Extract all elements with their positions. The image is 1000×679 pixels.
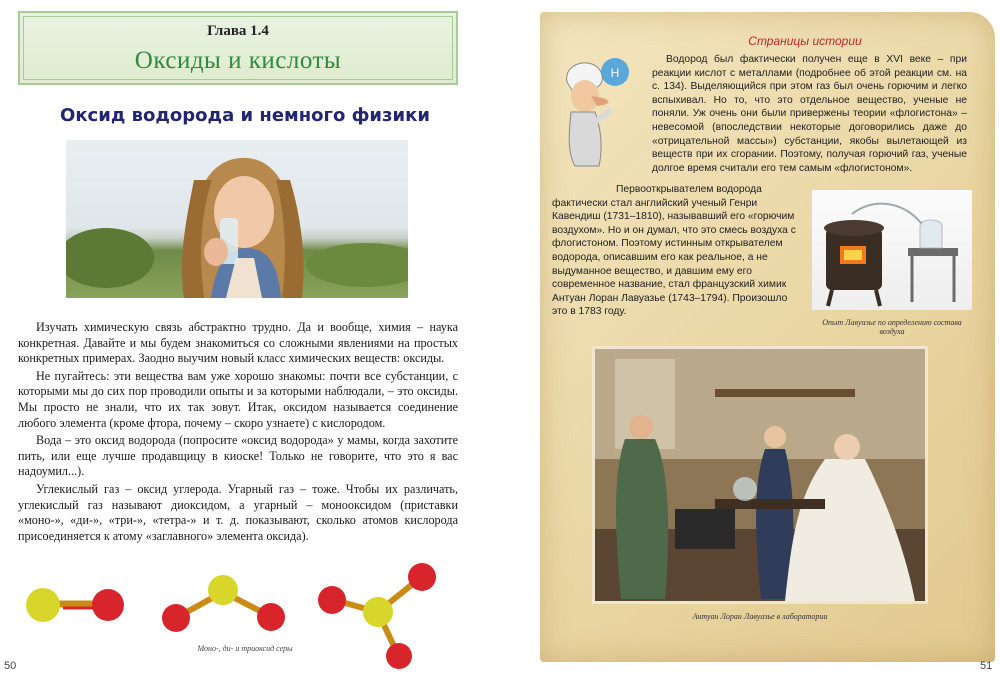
girl-illustration [66,140,408,298]
sulfur-monoxide-molecule [26,588,124,622]
lab-scene-illustration [595,349,925,601]
history-paragraph: Первооткрывателем водорода фактически стал английский ученый Генри Кавендиш (1731–1810), называвший его «горючим воздухом». Но и он думал, что это смесь воздуха с флогистоном. Поэтому истинным открывателем водорода, описавшим его как реальное, а не выдуманное вещество, и давшим ему его современное название, стал французский химик Антуан Лоран Лавуазье (1743–1794). Произошло это в 1783 году. [552,184,796,318]
lab-caption: Антуан Лоран Лавуазье в лаборатории [692,612,828,621]
chapter-header-box [18,11,458,85]
paragraph: Вода – это оксид водорода (попросите «оксид водорода» у мамы, когда захотите пить, или еще лучше продавщицу в киоске! Только не говорите, что это я вас надоумил...). [18,433,458,479]
sulfur-atom [363,597,393,627]
paragraph: Изучать химическую связь абстрактно трудно. Да и вообще, химия – наука конкретная. Давайте и мы будем знакомиться со сложными явлениями на простых конкретных примерах. Заодно выучим новый класс химических веществ: оксиды. [18,320,458,366]
sulfur-atom [26,588,60,622]
sulfur-trioxide-molecule [318,563,436,669]
history-paragraph: Водород был фактически получен еще в XVI веке – при реакции кислот с металлами (подробнее об этой реакции см. на с. 134). Выделяющийся при этом газ был очень горючим и легко вспыхивал. Но то, что это отдельное вещество, ученые не поняли. Уж очень они были привержены теории «флогистона» – невесомой (впоследствии некоторые договорились даже до «отрицательной массы») субстанции, якобы вылетающей из веществ при их сгорании. Поэтому, получая горючий газ, ученые долгое время считали его тем самым «флогистоном». [652,54,967,174]
sulfur-oxides-molecules [18,560,458,670]
page-number-right: 51 [980,660,993,672]
oxygen-atom [162,604,190,632]
oxygen-atom [92,589,124,621]
oxygen-atom [318,586,346,614]
hydrogen-atom-label: H [610,66,620,80]
chapter-title: Оксиды и кислоты [134,47,342,74]
molecules-caption: Моно-, ди- и триоксид серы [197,644,293,653]
cartoon-scientist-illustration [553,52,639,170]
paragraph: Углекислый газ – оксид углерода. Угарный газ – тоже. Чтобы их различать, углекислый газ называют диоксидом, а угарный – монооксидом (приставки «моно-», «ди-», «три-», «тетра-» и т. д. показывают, сколько атомов кислорода присоединяется к атому «заглавного» элемента оксида). [18,481,458,543]
section-title: Оксид водорода и немного физики [60,105,430,126]
lavoisier-lab-painting [592,346,928,604]
page-number-left: 50 [4,660,17,672]
oxygen-atom [408,563,436,591]
oxygen-atom [257,603,285,631]
furnace-apparatus-illustration [812,190,972,310]
oxygen-atom [386,643,412,669]
history-second-text [552,183,804,319]
history-box-title: Страницы истории [748,34,862,48]
lavoisier-stove-photo [812,190,972,310]
paragraph: Не пугайтесь: эти вещества вам уже хорошо знакомы: почти все субстанции, с которыми мы до сих пор проводили опыты и за которыми наблюдали, – это оксиды. Мы просто не знали, что их так зовут. Итак, оксидом называется соединение любого элемента (кроме фтора, почему – скоро узнаете) с кислородом. [18,368,458,430]
sulfur-dioxide-molecule [162,575,285,632]
history-intro-text [652,53,967,175]
stove-caption: Опыт Лавуазье по определению состава воздуха [822,318,962,336]
girl-drinking-photo [66,140,408,298]
sulfur-atom [208,575,238,605]
chapter-number: Глава 1.4 [207,23,269,39]
body-text [18,320,458,544]
